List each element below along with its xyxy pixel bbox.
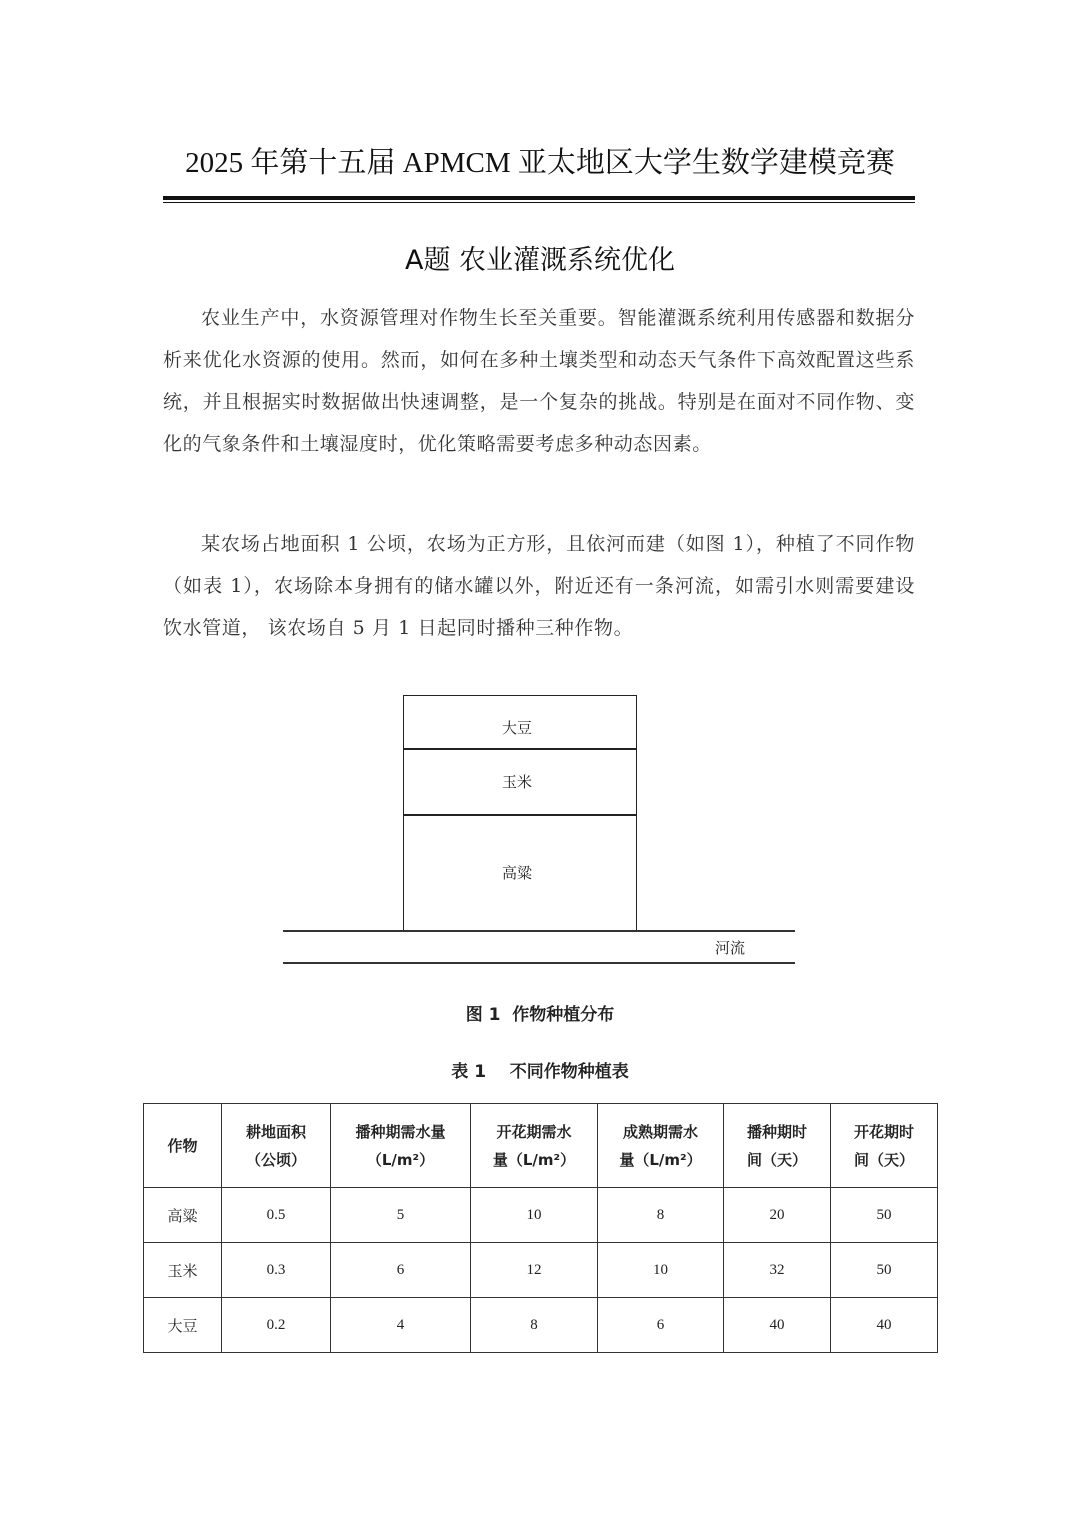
table-cell: 0.2 (222, 1298, 331, 1353)
table-cell: 32 (724, 1243, 831, 1298)
figure-caption: 图 1 作物种植分布 (465, 1005, 615, 1025)
competition-title: 2025 年第十五届 APMCM 亚太地区大学生数学建模竞赛 (185, 147, 895, 179)
table-cell: 10 (471, 1188, 598, 1243)
column-header-flowering-water: 开花期需水 量（L/m²） (471, 1104, 598, 1188)
table-cell: 0.5 (222, 1188, 331, 1243)
table-cell: 4 (331, 1298, 471, 1353)
table-cell: 40 (831, 1298, 938, 1353)
header-rule-thin (163, 202, 915, 203)
column-header-maturity-water: 成熟期需水 量（L/m²） (598, 1104, 724, 1188)
table-cell: 0.3 (222, 1243, 331, 1298)
table-cell: 12 (471, 1243, 598, 1298)
river-bank-upper (283, 930, 795, 932)
table-cell: 50 (831, 1188, 938, 1243)
header-rule-thick (163, 196, 915, 200)
problem-title: A题 农业灌溉系统优化 (404, 245, 676, 276)
table-cell: 大豆 (144, 1298, 222, 1353)
table-cell: 6 (598, 1298, 724, 1353)
table-caption: 表 1 不同作物种植表 (451, 1062, 629, 1082)
field-sorghum (403, 814, 637, 932)
column-header-flowering-days: 开花期时 间（天） (831, 1104, 938, 1188)
table-cell: 5 (331, 1188, 471, 1243)
table-cell: 8 (598, 1188, 724, 1243)
river-label: 河流 (714, 939, 745, 957)
table-row (144, 1243, 938, 1298)
table-cell: 8 (471, 1298, 598, 1353)
table-cell: 50 (831, 1243, 938, 1298)
table-cell: 40 (724, 1298, 831, 1353)
table-cell: 玉米 (144, 1243, 222, 1298)
table-header-row (144, 1104, 938, 1188)
table-row (144, 1298, 938, 1353)
table-cell: 10 (598, 1243, 724, 1298)
farm-paragraph: 某农场占地面积 1 公顷，农场为正方形，且依河而建（如图 1），种植了不同作物（如表 1），农场除本身拥有的储水罐以外，附近还有一条河流，如需引水则需要建设饮水管道， 该农场自 5 月 1 日起同时播种三种作物。 (163, 533, 915, 639)
column-header-crop: 作物 (144, 1104, 222, 1188)
table-cell: 20 (724, 1188, 831, 1243)
table-row (144, 1188, 938, 1243)
intro-paragraph: 农业生产中，水资源管理对作物生长至关重要。智能灌溉系统利用传感器和数据分析来优化水资源的使用。然而，如何在多种土壤类型和动态天气条件下高效配置这些系统，并且根据实时数据做出快速调整，是一个复杂的挑战。特别是在面对不同作物、变化的气象条件和土壤湿度时，优化策略需要考虑多种动态因素。 (163, 307, 915, 455)
table-cell: 6 (331, 1243, 471, 1298)
field-label-corn: 玉米 (501, 773, 532, 791)
column-header-area: 耕地面积 （公顷） (222, 1104, 331, 1188)
field-label-soybean: 大豆 (501, 719, 532, 737)
field-corn (403, 748, 637, 816)
field-soybean (403, 695, 637, 750)
column-header-sowing-water: 播种期需水量 （L/m²） (331, 1104, 471, 1188)
table-cell: 高粱 (144, 1188, 222, 1243)
crop-table (143, 1103, 938, 1353)
field-label-sorghum: 高粱 (501, 864, 532, 882)
column-header-sowing-days: 播种期时 间（天） (724, 1104, 831, 1188)
river-bank-lower (283, 962, 795, 964)
